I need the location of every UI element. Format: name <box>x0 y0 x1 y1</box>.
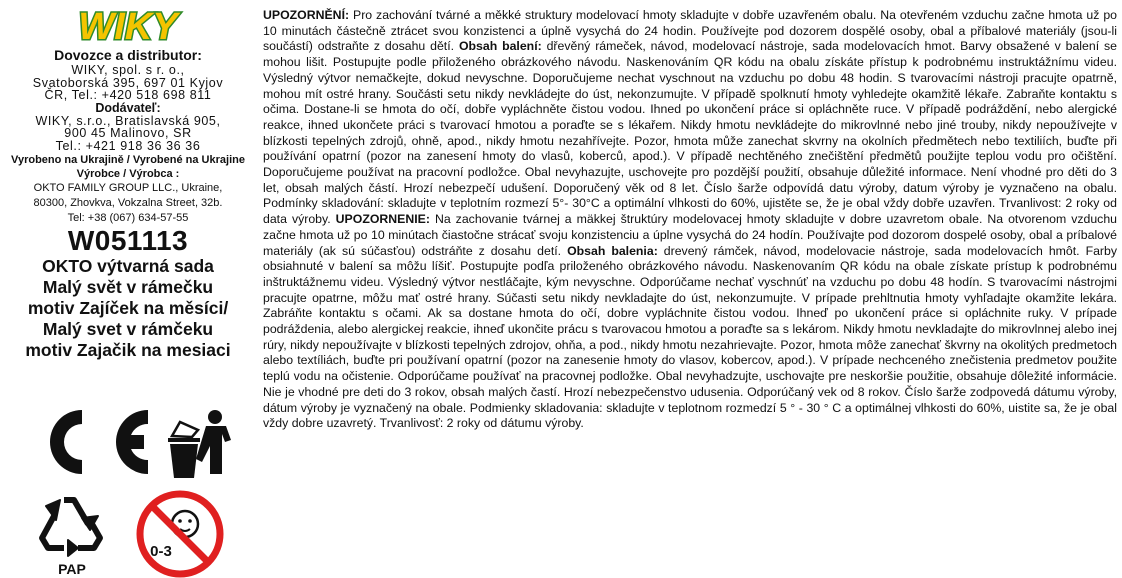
distributor-line: WIKY, spol. s r. o., <box>71 63 185 77</box>
cz-contents-text: dřevěný rámeček, návod, modelovací nástroje, sada modelovacích hmot. Barvy obsažené v balení se mohou lišit. Postupujte podle přiloženého obrázkového návodu. Naskenováním QR kódu na obalu získáte přístup k podrobnému instruktážnímu videu. Výsledný výtvor nemačkejte, dokud nevyschne. Doporučujeme nechat vyschnout na vzduchu po dobu 48 hodin. S tvarovacími nástroji pracujte opatrně, mohou mít ostré hrany. Součásti setu nikdy nevkládejte do úst, nekonzumujte. V případě spolknutí hmoty vyhledejte okamžitě lékaře. Zabraňte kontaktu s očima. Dostane-li se hmota do očí, dobře vypláchněte čistou vodou. Ihned po ukončení práce si opláchněte ruce. V případě podráždění, nebo alergické reakce, ihned ukončete práci s tvarovací hmotou a poraďte se s lékařem. Nikdy hmotu nevkládejte do mikrovlnné nebo jiné trouby, nikdy nepoužívejte v blízkosti tepelných zdrojů, ohně, apod., nikdy hmotu nezahřívejte. Pozor, hmota může zanechat skvrny na okolních předmětech nebo textiliích, buďte při používání opatrní (pozor na zanesení hmoty do vlasů, koberců, apod.). V případě nechtěného znečištění předmětů použijte teplou vodu pro očištění. Doporučujeme používat na pracovní podložce. Obal nevyhazujte, uschovejte pro pozdější použití, obsahuje důležité informace. Není vhodné pro děti do 3 let, obsah malých částí. Hrozí nebezpečí udušení. Doporučený věk od 8 let. Číslo šarže odpovídá datu výroby, datum výroby je vyznačeno na obalu. Podmínky skladování: skladujte v teplotním rozmezí 5°- 30°C a optimální vlhkosti do 60%, ujistěte se, že je obal vždy dobře uzavřen. Trvanlivost: 2 roky od data výroby. <box>263 39 1117 227</box>
distributor-line: ČR, Tel.: +420 518 698 811 <box>44 88 212 102</box>
age-label: 0-3 <box>150 543 172 560</box>
product-code: W051113 <box>67 225 189 256</box>
sk-warning-text: Na zachovanie tvárnej a mäkkej štruktúry modelovacej hmoty skladujte v dobre uzavretom obale. Na otvorenom vzduchu začne hmota už po 10 minútach čiastočne strácať svoju konzistenciu a úplne vysychá do 24 hodín. Používajte pod dozorom dospelé osoby, obal a príbalové materiály (ak sú súčasťou) odstráňte z dosahu detí. <box>263 212 1117 258</box>
manufacturer-line: Tel: +38 (067) 634-57-55 <box>67 212 189 224</box>
product-name-line: OKTO výtvarná sada <box>42 256 214 276</box>
recycle-icon <box>42 500 100 556</box>
cz-contents-heading: Obsah balení: <box>458 39 542 54</box>
distributor-heading: Dovozce a distributor: <box>54 47 202 63</box>
supplier-line: Tel.: +421 918 36 36 36 <box>55 138 201 153</box>
age-warning-icon <box>140 494 220 574</box>
cz-warning-heading: UPOZORNĚNÍ: <box>263 8 350 22</box>
sk-contents-heading: Obsah balenia: <box>567 243 658 258</box>
supplier-line: 900 45 Malinovo, SR <box>64 126 192 140</box>
manufacturer-line: 80300, Zhovkva, Vokzalna Street, 32b. <box>33 197 223 209</box>
logo-text: WIKY <box>78 6 178 46</box>
distributor-line: Svatoborská 395, 697 01 Kyjov <box>32 75 224 90</box>
made-in-text: Vyrobeno na Ukrajině / Vyrobené na Ukrajine <box>11 154 245 166</box>
recycle-label: PAP <box>58 561 86 577</box>
product-name-line: Malý svět v rámečku <box>42 277 214 297</box>
wiky-logo <box>53 6 203 46</box>
warning-text-block <box>263 8 1117 432</box>
icon-row-bottom <box>30 486 250 578</box>
manufacturer-line: OKTO FAMILY GROUP LLC., Ukraine, <box>33 182 223 194</box>
sk-contents-text: drevený rámček, návod, modelovacie nástroje, sada modelovacích hmôt. Farby obsiahnuté v balení sa môžu líšiť. Postupujte podľa priloženého obrázkového návodu. Naskenovaním QR kódu na obale získate prístup k podrobnému inštruktážnemu videu. Výsledný výtvor nestláčajte, kým nevyschne. Odporúčame nechať vyschnúť na vzduchu po dobu 48 hodín. S tvarovacími nástrojmi pracujte opatrne, môžu mať ostré hrany. Súčasti setu nikdy nevkladajte do úst, nekonzumujte. V prípade prehltnutia hmoty vyhľadajte okamžite lekára. Zabráňte kontaktu s očami. Ak sa dostane hmota do očí, dobre vypláchnite čistou vodou. Ihneď po ukončení práce si opláchnite ruky. V prípade podráždenia, alebo alergickej reakcie, ihneď ukončite prácu s tvarovacou hmotou a poraďte sa s lekárom. Nikdy hmotu nevkladajte do mikrovlnnej alebo inej rúry, nikdy nepoužívajte v blízkosti tepelných zdrojov, ohňa, a pod., nikdy hmotu nezahrievajte. Pozor, hmota môže zanechať škvrny na okolitých predmetoch alebo textíliách, buďte pri používaní opatrní (pozor na zanesenie hmoty do vlasov, kobercov, apod.). V prípade nechceného znečistenia predmetov použite teplú vodu na očistenie. Odporúčame používať na pracovnej podložke. Obal nevyhadzujte, uschovajte pre neskoršie použitie, obsahuje dôležité informácie. Nie je vhodné pre deti do 3 rokov, obsah malých častí. Hrozí nebezpečenstvo udusenia. Odporúčaný vek od 8 rokov. Číslo šarže zodpovedá dátumu výroby, dátum výroby je vyznačený na obale. Podmienky skladovania: skladujte v teplotnom rozmedzí 5 ° - 30 ° C a optimálnej vlhkosti do 60%, uistite sa, že je obal vždy dobre uzavretý. Trvanlivosť: 2 roky od dátumu výroby. <box>263 243 1118 431</box>
trash-bin-person-icon <box>168 410 231 478</box>
product-name-line: motiv Zajíček na měsíci/ <box>27 298 229 318</box>
manufacturer-heading: Výrobce / Výrobca : <box>76 167 180 180</box>
product-name-line: motiv Zajačik na mesiaci <box>25 340 231 360</box>
ce-mark-icon <box>50 410 148 474</box>
sk-warning-heading: UPOZORNENIE: <box>335 212 430 227</box>
product-name-line: Malý svet v rámčeku <box>42 319 214 339</box>
cz-warning-text: Pro zachování tvárné a měkké struktury modelovací hmoty skladujte v dobře uzavřeném obalu. Na otevřeném vzduchu začne hmota už po 10 minutách částečně ztrácet svou konzistenci a úplně vysychá do 24 hodin. Používejte pod dozorem dospělé osoby, obal a příbalové materiály (jsou-li součástí) odstraňte z dosahu dětí. <box>263 8 1117 54</box>
warning-paragraph <box>263 8 1117 432</box>
supplier-heading: Dodávateľ: <box>95 100 161 115</box>
icon-row-top <box>30 402 250 482</box>
supplier-line: WIKY, s.r.o., Bratislavská 905, <box>35 113 221 128</box>
